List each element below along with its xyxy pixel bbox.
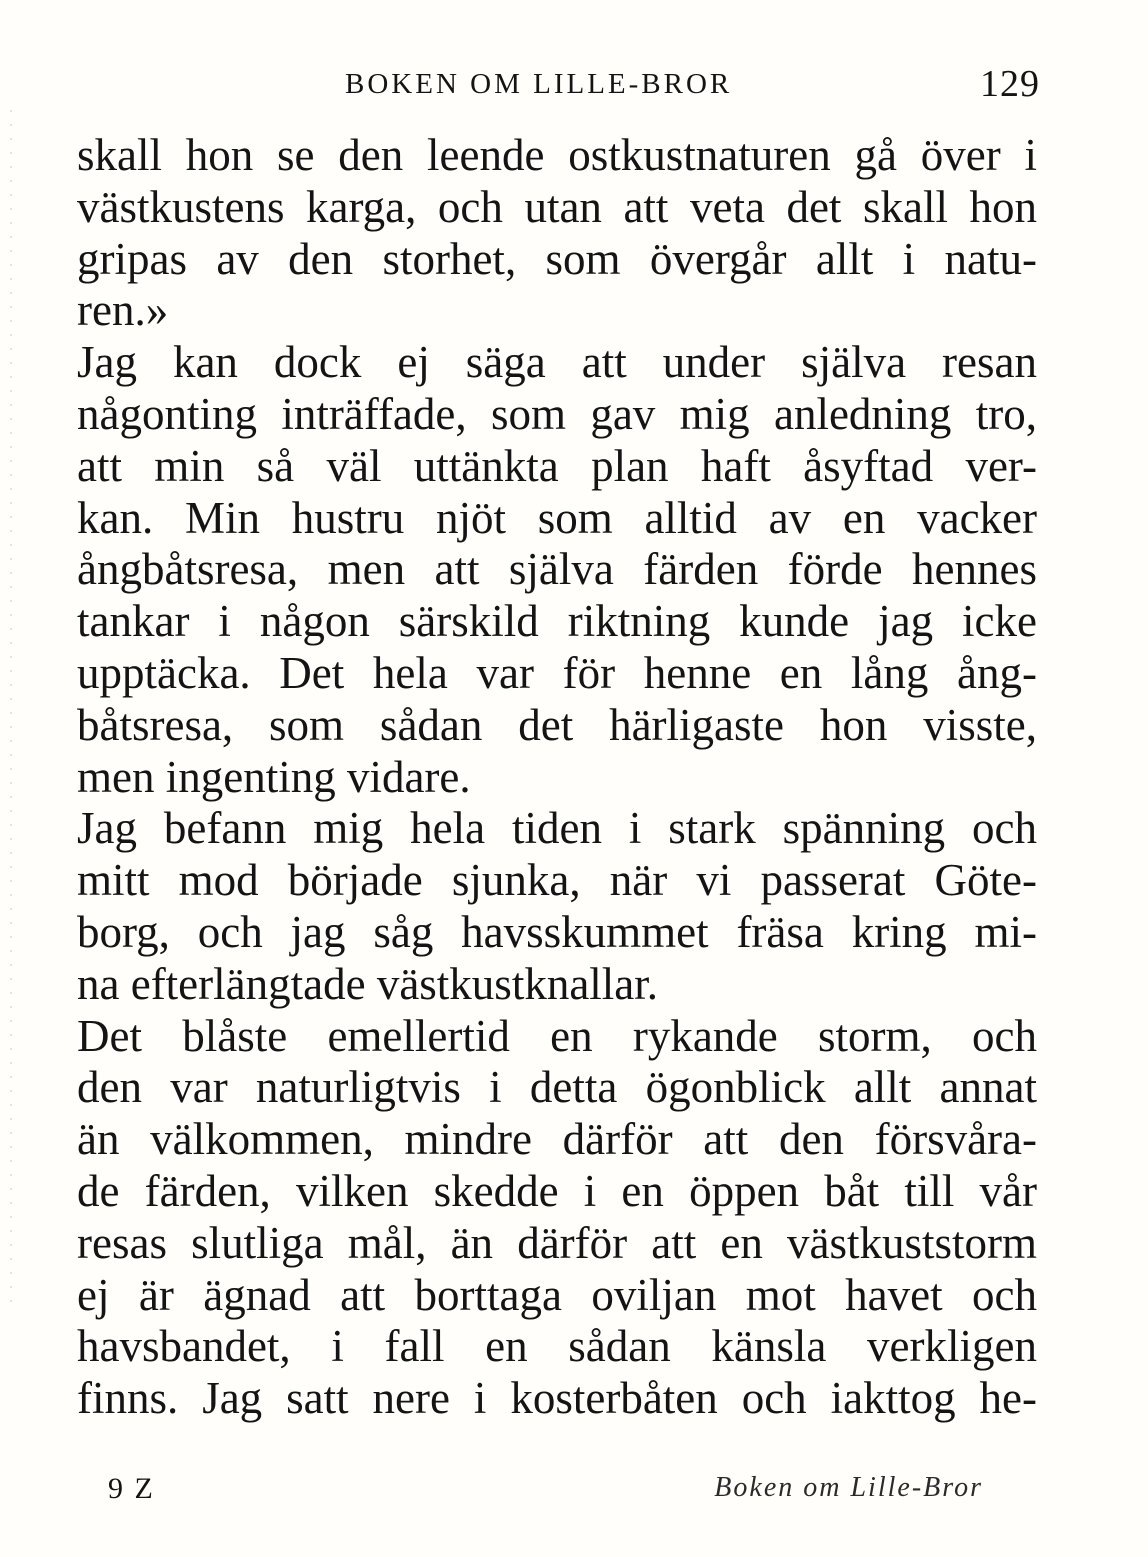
text-line: mitt mod började sjunka, när vi passerat Göte- (77, 855, 1037, 906)
text-line: havsbandet, i fall en sådan känsla verkligen (77, 1321, 1037, 1372)
text-line: skall hon se den leende ostkustnaturen gå över i (77, 130, 1037, 180)
text-line: Det blåste emellertid en rykande storm, och (77, 1010, 1037, 1061)
text-line: kan. Min hustru njöt som alltid av en vacker (77, 492, 1037, 543)
text-line: båtsresa, som sådan det härligaste hon visste, (77, 699, 1037, 750)
text-line: västkustens karga, och utan att veta det skall hon (77, 181, 1037, 232)
printer-signature: 9 Z (108, 1472, 155, 1505)
scan-margin-artifact (10, 110, 12, 1310)
text-line: den var naturligtvis i detta ögonblick allt annat (77, 1062, 1037, 1113)
page-footer (108, 1472, 1008, 1512)
text-line: ren.» (77, 285, 169, 336)
text-line: någonting inträffade, som gav mig anledning tro, (77, 388, 1037, 439)
footer-book-title: Boken om Lille-Bror (714, 1472, 983, 1503)
text-line: Jag befann mig hela tiden i stark spänning och (77, 803, 1037, 854)
text-line: resas slutliga mål, än därför att en västkuststorm (77, 1217, 1037, 1268)
text-line: de färden, vilken skedde i en öppen båt till vår (77, 1165, 1037, 1216)
text-line: gripas av den storhet, som övergår allt i natu- (77, 233, 1037, 284)
text-line: borg, och jag såg havsskummet fräsa kring mi- (77, 906, 1037, 957)
running-head (80, 62, 1040, 112)
text-line: men ingenting vidare. (77, 751, 471, 802)
text-line: finns. Jag satt nere i kosterbåten och iakttog he- (77, 1373, 1037, 1424)
body-text (77, 130, 1037, 1425)
text-line: att min så väl uttänkta plan haft åsyftad ver- (77, 440, 1037, 491)
text-line: Jag kan dock ej säga att under själva resan (77, 337, 1037, 388)
page-number: 129 (980, 63, 1040, 105)
text-line: upptäcka. Det hela var för henne en lång ång- (77, 647, 1037, 698)
text-line: än välkommen, mindre därför att den försvåra- (77, 1114, 1037, 1165)
text-line: ångbåtsresa, men att själva färden förde hennes (77, 544, 1037, 595)
running-title: BOKEN OM LILLE-BROR (345, 68, 733, 100)
text-line: ej är ägnad att borttaga oviljan mot havet och (77, 1269, 1037, 1320)
text-line: na efterlängtade västkustknallar. (77, 958, 659, 1009)
text-line: tankar i någon särskild riktning kunde jag icke (77, 596, 1037, 647)
